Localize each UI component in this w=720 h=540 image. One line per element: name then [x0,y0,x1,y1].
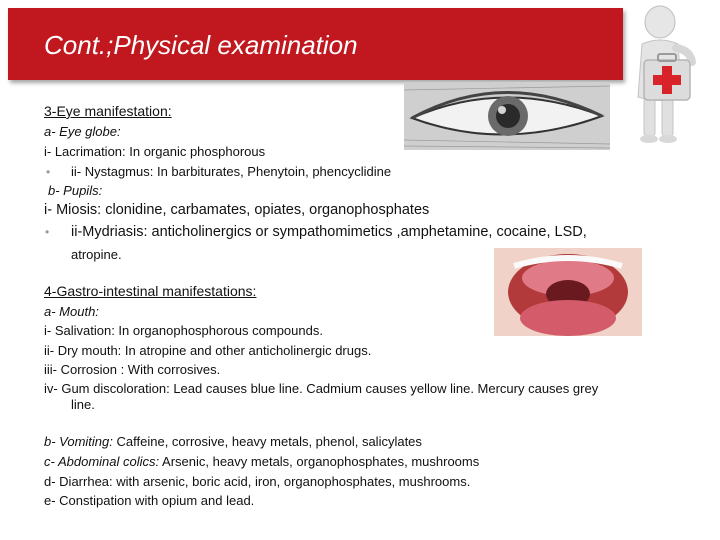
colics-text: Arsenic, heavy metals, organophosphates, mushrooms [159,454,480,469]
mouth-item: iv- Gum discoloration: Lead causes blue line. Cadmium causes yellow line. Mercury causes grey [44,381,599,396]
mouth-item: line. [71,397,95,412]
mouth-item: iii- Corrosion : With corrosives. [44,362,221,377]
eye-globe-item: ii- Nystagmus: In barbiturates, Phenytoin, phencyclidine [71,164,392,179]
mouth-item: i- Salivation: In organophosphorous compounds. [44,323,323,338]
gi-manifestation-heading: 4-Gastro-intestinal manifestations: [44,283,257,299]
eye-globe-item: i- Lacrimation: In organic phosphorous [44,144,266,159]
colics-label: c- Abdominal colics: [44,454,160,469]
open-mouth-image [494,248,642,336]
eye-globe-label: a- Eye globe: [44,124,121,139]
first-aid-mascot-image [618,2,718,152]
diarrhea-line: d- Diarrhea: with arsenic, boric acid, iron, organophosphates, mushrooms. [44,474,471,489]
pupil-item: i- Miosis: clonidine, carbamates, opiates, organophosphates [44,202,430,218]
mouth-label: a- Mouth: [44,304,99,319]
bullet-icon: • [45,225,50,239]
pupils-label: b- Pupils: [48,183,103,198]
colics-line [44,454,479,469]
pupil-item: atropine. [71,247,122,262]
vomiting-label: b- Vomiting: [44,434,113,449]
constipation-line: e- Constipation with opium and lead. [44,493,255,508]
vomiting-line [44,434,422,449]
mouth-item: ii- Dry mouth: In atropine and other anticholinergic drugs. [44,343,372,358]
slide-title: Cont.;Physical examination [44,30,358,60]
pupil-item: ii-Mydriasis: anticholinergics or sympathomimetics ,amphetamine, cocaine, LSD, [71,224,587,240]
bullet-icon: • [46,165,51,179]
eye-manifestation-heading: 3-Eye manifestation: [44,103,172,119]
eye-image [404,82,610,150]
vomiting-text: Caffeine, corrosive, heavy metals, phenol, salicylates [112,434,422,449]
title-bar [8,8,623,80]
